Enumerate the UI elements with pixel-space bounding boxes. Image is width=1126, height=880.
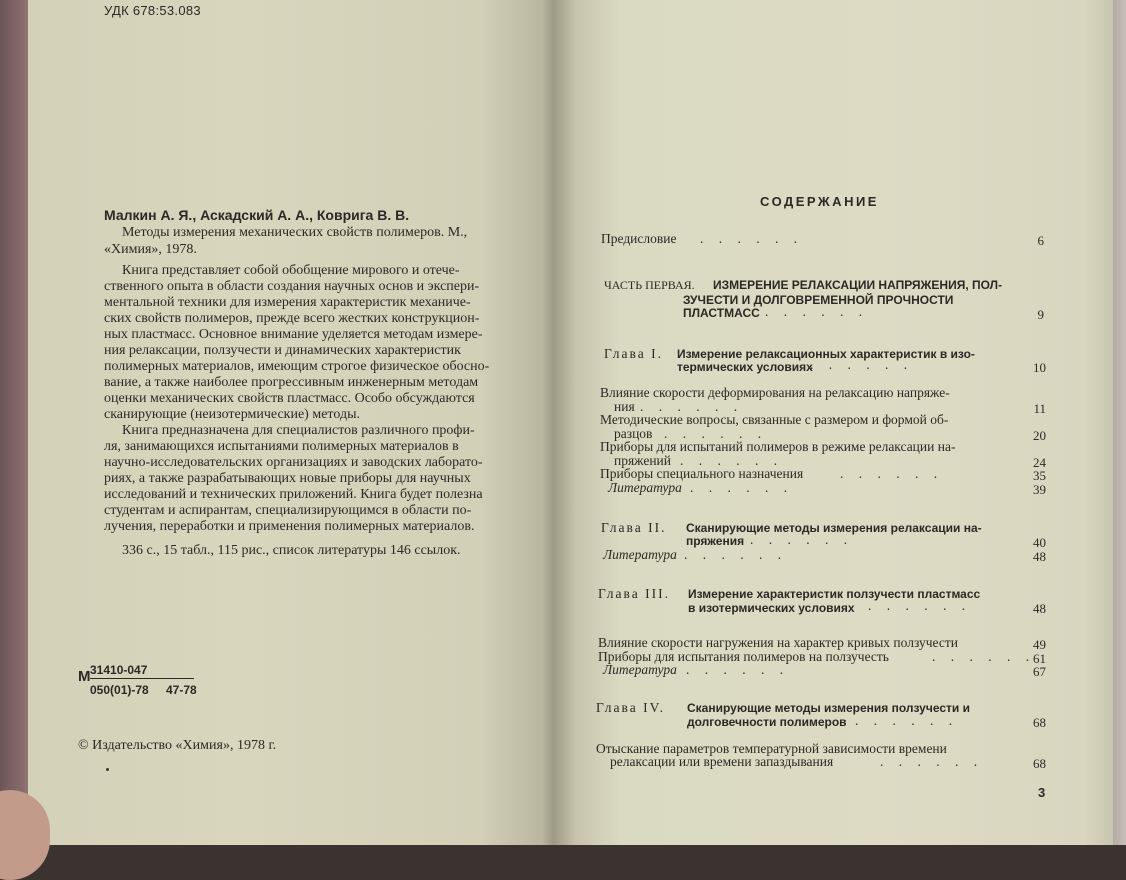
annotation-line: лучения, переработки и применения полимерных материалов.	[104, 519, 475, 534]
bib-title-line-2: «Химия», 1978.	[104, 242, 197, 257]
toc-leader-dots: . . . . . .	[640, 399, 744, 414]
toc-page-number: 68	[1033, 715, 1046, 730]
toc-leader-dots: . . . . . .	[932, 649, 1036, 664]
toc-leader-dots: . . . . . .	[855, 713, 959, 728]
toc-leader-dots: . . . . . .	[840, 466, 944, 481]
toc-entry: разцов	[614, 426, 653, 441]
paper-speck	[106, 768, 109, 771]
toc-chapter-label: Глава IV.	[596, 700, 665, 715]
toc-entry: Приборы специального назначения	[600, 466, 804, 481]
toc-chapter-label: Глава I.	[604, 346, 663, 361]
annotation-line: вание, а также наиболее прогрессивным инженерным методам	[104, 375, 479, 390]
toc-entry-literature: Литература	[603, 662, 677, 677]
toc-part-title: ЗУЧЕСТИ И ДОЛГОВРЕМЕННОЙ ПРОЧНОСТИ	[683, 293, 954, 307]
annotation-line: полимерных материалов, имеющим строгое физическое обосно-	[104, 359, 490, 374]
toc-entry: ния	[614, 399, 635, 414]
toc-chapter-title: Измерение релаксационных характеристик в изо-	[677, 347, 975, 361]
toc-page-number: 10	[1033, 360, 1046, 375]
annotation-line: научно-исследовательских организациях и заводских лаборато-	[104, 455, 483, 470]
toc-page-number: 20	[1033, 428, 1046, 443]
annotation-line: оценки механических свойств пластмасс. Особо обсуждаются	[104, 391, 475, 406]
toc-leader-dots: . . . . . .	[680, 453, 784, 468]
toc-entry: Методические вопросы, связанные с размером и формой об-	[600, 412, 949, 427]
annotation-line: исследований и технических приложений. Книга будет полезна	[104, 487, 483, 502]
toc-chapter-title: пряжения	[686, 534, 745, 548]
code-bottom: 050(01)-78	[90, 683, 149, 697]
toc-entry: релаксации или времени запаздывания	[610, 754, 834, 769]
annotation-line: риях, а также разрабатывающих новые приборы для научных	[104, 471, 471, 486]
annotation-line: ских свойств полимеров, прежде всего жестких конструкцион-	[104, 311, 480, 326]
copyright: © Издательство «Химия», 1978 г.	[78, 738, 277, 753]
toc-entry: Отыскание параметров температурной зависимости времени	[596, 741, 947, 756]
annotation-line: Книга предназначена для специалистов различного профи-	[122, 423, 475, 438]
toc-page-number: 68	[1033, 756, 1046, 771]
toc-page-number: 48	[1033, 601, 1046, 616]
toc-entry: Влияние скорости нагружения на характер кривых ползучести	[598, 635, 958, 650]
page-number: 3	[1038, 785, 1046, 800]
annotation-line: сканирующие (неизотермические) методы.	[104, 407, 360, 422]
toc-leader-dots: . . . . . .	[750, 532, 854, 547]
toc-page-number: 6	[1037, 233, 1044, 248]
toc-chapter-title: Сканирующие методы измерения релаксации на-	[686, 521, 982, 535]
book-stats: 336 с., 15 табл., 115 рис., список литературы 146 ссылок.	[122, 543, 461, 558]
toc-entry-literature: Литература	[603, 547, 677, 562]
toc-entry: Влияние скорости деформирования на релаксацию напряже-	[600, 385, 950, 400]
toc-page-number: 24	[1033, 455, 1046, 470]
toc-leader-dots: . . . . . .	[686, 662, 790, 677]
toc-leader-dots: . . . . . .	[810, 357, 914, 372]
annotation-line: ментальной техники для измерения характеристик механиче-	[104, 295, 471, 310]
annotation-line: ния релаксации, ползучести и динамических характеристик	[104, 343, 461, 358]
toc-page-number: 49	[1033, 637, 1046, 652]
toc-entry: Приборы для испытаний полимеров в режиме релаксации на-	[600, 439, 956, 454]
toc-leader-dots: . . . . . .	[880, 754, 984, 769]
code-top: 31410-047	[90, 663, 194, 679]
annotation-line: ственного опыта в области создания научных основ и экспери-	[104, 279, 480, 294]
toc-page-number: 9	[1037, 307, 1044, 322]
toc-part-title: ИЗМЕРЕНИЕ РЕЛАКСАЦИИ НАПРЯЖЕНИЯ, ПОЛ-	[713, 278, 1003, 292]
toc-page-number: 35	[1033, 468, 1046, 483]
toc-page-number: 40	[1033, 535, 1046, 550]
toc-leader-dots: . . . . . .	[868, 598, 972, 613]
toc-leader-dots: . . . . . .	[690, 480, 794, 495]
bib-title-line-1: Методы измерения механических свойств полимеров. М.,	[122, 225, 468, 240]
annotation-line: ля, занимающихся испытаниями полимерных материалов в	[104, 439, 459, 454]
toc-chapter-label: Глава II.	[601, 520, 667, 535]
toc-leader-dots: . . . . . .	[664, 426, 768, 441]
toc-page-number: 48	[1033, 549, 1046, 564]
toc-leader-dots: . . . . . .	[700, 231, 804, 246]
toc-entry-literature: Литература	[608, 480, 682, 495]
annotation-line: ных пластмасс. Основное внимание уделяется методам измере-	[104, 327, 483, 342]
annotation-line: студентам и аспирантам, специализирующимся в области по-	[104, 503, 472, 518]
code-suffix: 47-78	[166, 683, 197, 697]
toc-part-title: ПЛАСТМАСС	[683, 306, 760, 320]
toc-part-label: ЧАСТЬ ПЕРВАЯ.	[604, 278, 695, 292]
toc-entry: Приборы для испытания полимеров на ползучесть	[598, 649, 889, 664]
toc-page-number: 39	[1033, 482, 1046, 497]
udk-code: УДК 678:53.083	[104, 3, 201, 18]
toc-chapter-label: Глава III.	[598, 586, 670, 601]
toc-page-number: 11	[1033, 401, 1046, 416]
annotation-line: Книга представляет собой обобщение мирового и отече-	[122, 263, 460, 278]
toc-chapter-title: в изотермических условиях	[688, 601, 855, 615]
toc-page-number: 67	[1033, 664, 1046, 679]
toc-leader-dots: . . . . . .	[684, 547, 788, 562]
toc-entry: пряжений	[614, 453, 671, 468]
bib-authors: Малкин А. Я., Аскадский А. А., Коврига В. В.	[104, 207, 410, 223]
toc-title: СОДЕРЖАНИЕ	[760, 194, 879, 209]
toc-entry-preface: Предисловие	[601, 231, 677, 246]
toc-chapter-title: Сканирующие методы измерения ползучести и	[687, 701, 970, 715]
toc-chapter-title: термических условиях	[677, 360, 813, 374]
toc-chapter-title: долговечности полимеров	[687, 715, 847, 729]
toc-leader-dots: . . . . . .	[765, 304, 869, 319]
toc-chapter-title: Измерение характеристик ползучести пластмасс	[688, 587, 981, 601]
toc-page-number: 61	[1033, 651, 1046, 666]
code-prefix: М	[78, 668, 91, 685]
